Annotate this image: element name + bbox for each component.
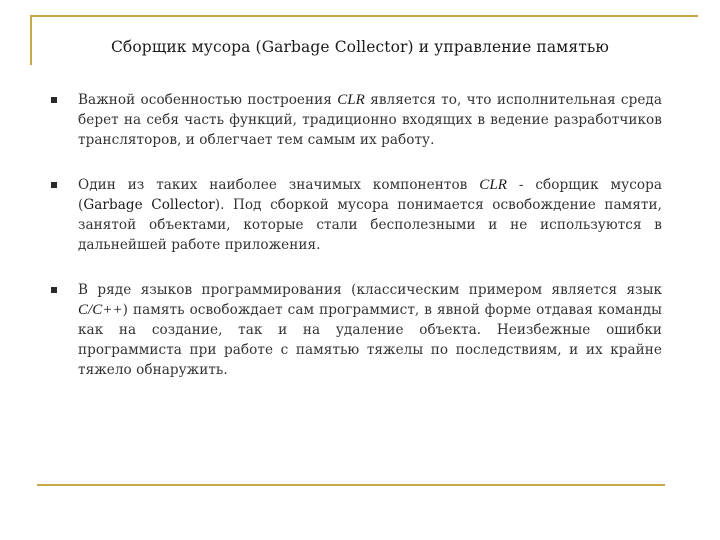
bullet-list	[46, 90, 662, 380]
top-rule	[30, 15, 698, 17]
bullet-3-text-after: ) память освобождает сам программист, в явной форме отдавая команды как на создание, так и на удаление объекта. Неизбежные ошибки программиста при работе с памятью тяжелы по последствиям, и их крайне тяжело обнаружить.	[78, 302, 662, 378]
bullet-2-text-middle: - сборщик мусора (	[78, 177, 662, 213]
bullet-2-text-after: ). Под сборкой мусора понимается освобождение памяти, занятой объектами, которые стали бесполезными и не используются в дальнейшей работе приложения.	[78, 197, 662, 253]
square-bullet-icon	[51, 287, 57, 293]
bullet-item-2	[46, 175, 662, 255]
square-bullet-icon	[51, 182, 57, 188]
bullet-2-text-before: Один из таких наиболее значимых компонентов	[78, 177, 480, 193]
bullet-1-text-after: является то, что исполнительная среда берет на себя часть функций, традиционно входящих в ведение разработчиков трансляторов, и облегчает тем самым их работу.	[78, 92, 662, 148]
bullet-item-3	[46, 280, 662, 380]
bullet-1-term: CLR	[337, 92, 365, 108]
bullet-3-text-before: В ряде языков программирования (классическим примером является язык	[78, 282, 662, 298]
bullet-3-term: C/C++	[78, 302, 123, 318]
bullet-item-1	[46, 90, 662, 150]
slide-title: Сборщик мусора (Garbage Collector) и управление памятью	[110, 38, 610, 56]
bullet-2-term: CLR	[479, 177, 507, 193]
bullet-2-garbage-collector: Garbage Collector	[83, 197, 215, 213]
left-rule	[30, 15, 32, 65]
bottom-rule	[37, 484, 665, 486]
square-bullet-icon	[51, 97, 57, 103]
bullet-1-text-before: Важной особенностью построения	[78, 92, 338, 108]
